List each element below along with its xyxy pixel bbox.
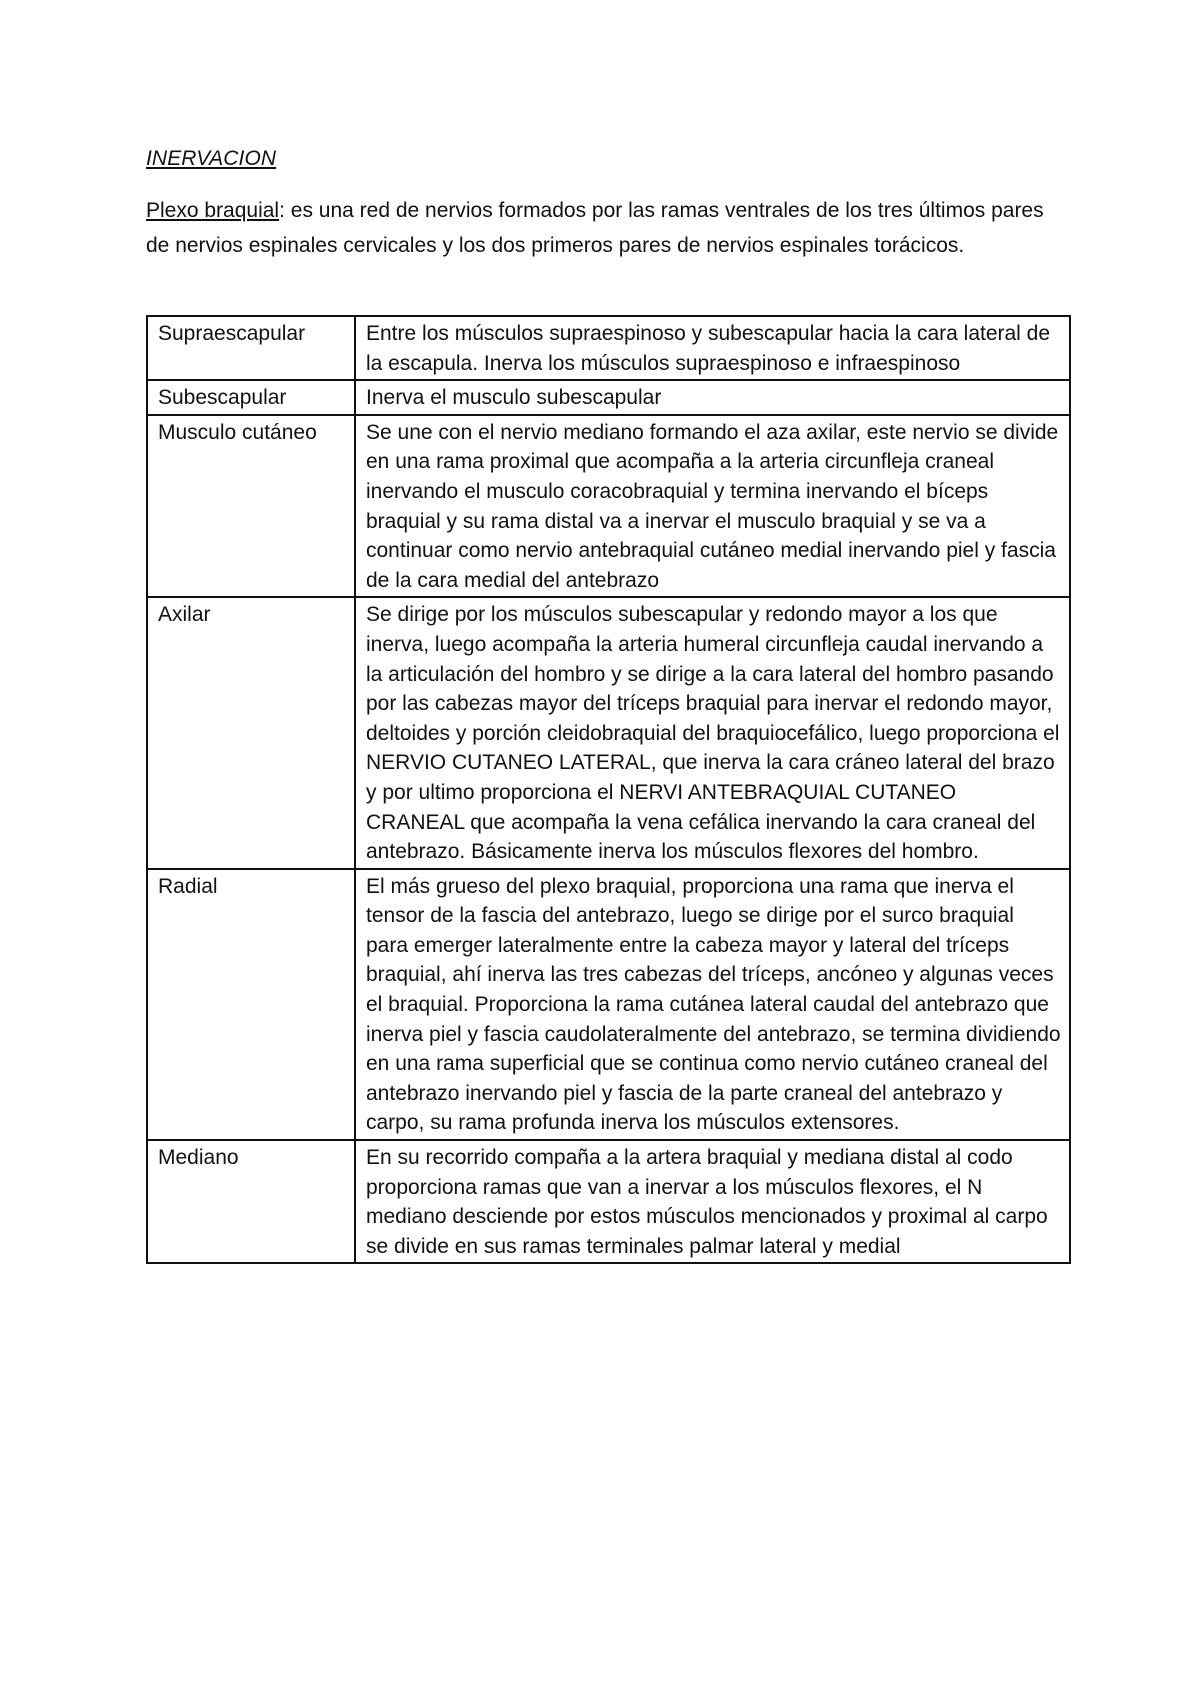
intro-paragraph xyxy=(146,193,1056,263)
nerve-name-cell: Radial xyxy=(147,869,355,1140)
nerve-name-cell: Supraescapular xyxy=(147,316,355,380)
nerve-name-cell: Axilar xyxy=(147,597,355,868)
table-row xyxy=(147,869,1070,1140)
intro-text: : es una red de nervios formados por las ramas ventrales de los tres últimos pares de nervios espinales cervicales y los dos primeros pares de nervios espinales torácicos. xyxy=(146,199,1044,257)
nerve-description-cell: Inerva el musculo subescapular xyxy=(355,380,1070,415)
table-row xyxy=(147,316,1070,380)
nerve-description-cell: Entre los músculos supraespinoso y subescapular hacia la cara lateral de la escapula. Inerva los músculos supraespinoso e infraespinoso xyxy=(355,316,1070,380)
nerve-table xyxy=(146,315,1071,1264)
table-row xyxy=(147,597,1070,868)
nerve-name-cell: Musculo cutáneo xyxy=(147,415,355,598)
nerve-description-cell: El más grueso del plexo braquial, proporciona una rama que inerva el tensor de la fascia del antebrazo, luego se dirige por el surco braquial para emerger lateralmente entre la cabeza mayor y lateral del tríceps braquial, ahí inerva las tres cabezas del tríceps, ancóneo y algunas veces el braquial. Proporciona la rama cutánea lateral caudal del antebrazo que inerva piel y fascia caudolateralmente del antebrazo, se termina dividiendo en una rama superficial que se continua como nervio cutáneo craneal del antebrazo inervando piel y fascia de la parte craneal del antebrazo y carpo, su rama profunda inerva los músculos extensores. xyxy=(355,869,1070,1140)
nerve-description-cell: En su recorrido compaña a la artera braquial y mediana distal al codo proporciona ramas que van a inervar a los músculos flexores, el N mediano desciende por estos músculos mencionados y proximal al carpo se divide en sus ramas terminales palmar lateral y medial xyxy=(355,1140,1070,1263)
table-row xyxy=(147,380,1070,415)
nerve-name-cell: Subescapular xyxy=(147,380,355,415)
table-row xyxy=(147,415,1070,598)
section-heading: INERVACION xyxy=(146,147,277,170)
nerve-description-cell: Se dirige por los músculos subescapular y redondo mayor a los que inerva, luego acompaña la arteria humeral circunfleja caudal inervando a la articulación del hombro y se dirige a la cara lateral del hombro pasando por las cabezas mayor del tríceps braquial para inervar el redondo mayor, deltoides y porción cleidobraquial del braquiocefálico, luego proporciona el NERVIO CUTANEO LATERAL, que inerva la cara cráneo lateral del brazo y por ultimo proporciona el NERVI ANTEBRAQUIAL CUTANEO CRANEAL que acompaña la vena cefálica inervando la cara craneal del antebrazo. Básicamente inerva los músculos flexores del hombro. xyxy=(355,597,1070,868)
nerve-description-cell: Se une con el nervio mediano formando el aza axilar, este nervio se divide en una rama proximal que acompaña a la arteria circunfleja craneal inervando el musculo coracobraquial y termina inervando el bíceps braquial y su rama distal va a inervar el musculo braquial y se va a continuar como nervio antebraquial cutáneo medial inervando piel y fascia de la cara medial del antebrazo xyxy=(355,415,1070,598)
table-row xyxy=(147,1140,1070,1263)
intro-term: Plexo braquial xyxy=(146,199,280,222)
nerve-name-cell: Mediano xyxy=(147,1140,355,1263)
